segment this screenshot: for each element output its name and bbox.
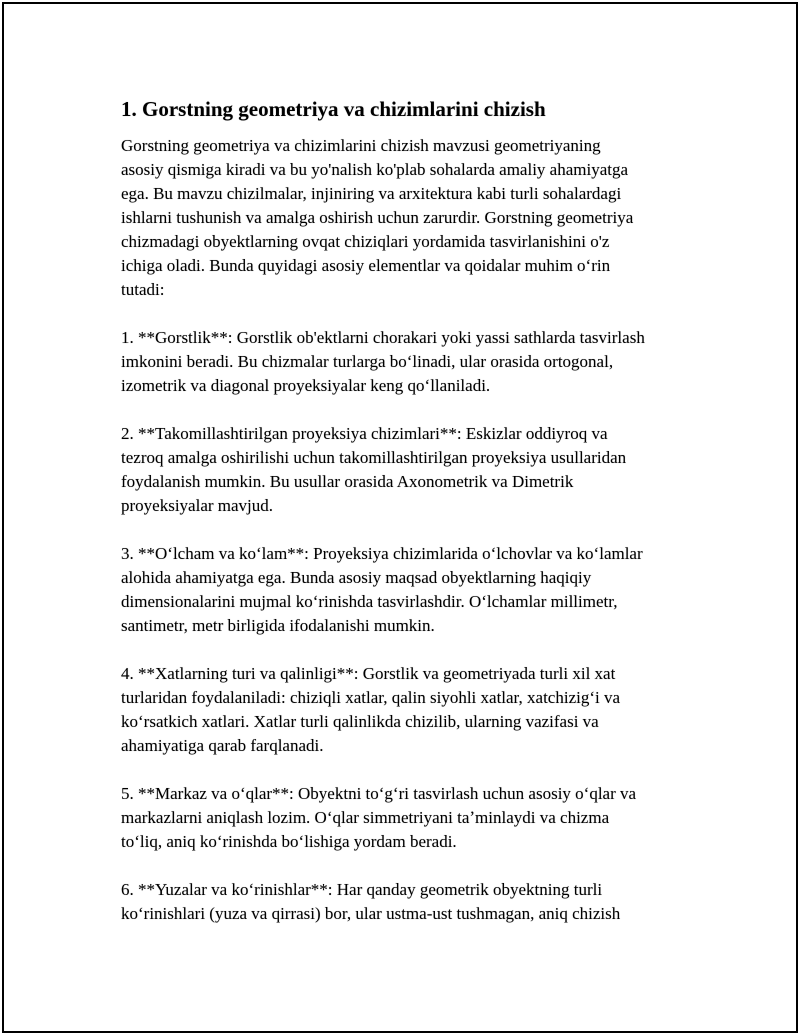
list-item-yuzalar: 6. **Yuzalar va koʻrinishlar**: Har qanday geometrik obyektning turli koʻrinishlari (yuza va qirrasi) bor, ular ustma-ust tushmagan, aniq chizish [121, 880, 621, 923]
list-item-takomillashtirilgan: 2. **Takomillashtirilgan proyeksiya chizimlari**: Eskizlar oddiyroq va tezroq amalga oshirilishi uchun takomillashtirilgan proyeksiya usullaridan foydalanish mumkin. Bu usullar orasida Axonometrik va Dimetrik proyeksiyalar mavjud. [121, 424, 627, 515]
section-title: 1. Gorstning geometriya va chizimlarini chizish [121, 97, 546, 121]
list-item-markaz: 5. **Markaz va oʻqlar**: Obyektni toʻgʻri tasvirlash uchun asosiy oʻqlar va markazlarni aniqlash lozim. Oʻqlar simmetriyani taʼminlaydi va chizma toʻliq, aniq koʻrinishda boʻlishiga yordam beradi. [121, 784, 637, 851]
list-item-gorstlik: 1. **Gorstlik**: Gorstlik ob'ektlarni chorakari yoki yassi sathlarda tasvirlash imkonini beradi. Bu chizmalar turlarga boʻlinadi, ular orasida ortogonal, izometrik va diagonal proyeksiyalar keng qoʻllaniladi. [121, 328, 645, 395]
page-frame [2, 2, 798, 1033]
intro-paragraph: Gorstning geometriya va chizimlarini chizish mavzusi geometriyaning asosiy qismiga kiradi va bu yo'nalish ko'plab sohalarda amaliy ahamiyatga ega. Bu mavzu chizilmalar, injiniring va arxitektura kabi turli sohalardagi ishlarni tushunish va amalga oshirish uchun zarurdir. Gorstning geometriya chizmadagi obyektlarning ovqat chiziqlari yordamida tasvirlanishini o'z ichiga oladi. Bunda quyidagi asosiy elementlar va qoidalar muhim oʻrin tutadi: [121, 136, 634, 299]
list-item-olcham: 3. **Oʻlcham va koʻlam**: Proyeksiya chizimlarida oʻlchovlar va koʻlamlar alohida ahamiyatga ega. Bunda asosiy maqsad obyektlarning haqiqiy dimensionalarini mujmal koʻrinishda tasvirlashdir. Oʻlchamlar millimetr, santimetr, metr birligida ifodalanishi mumkin. [121, 544, 643, 635]
document-body [121, 94, 701, 926]
list-item-xatlar: 4. **Xatlarning turi va qalinligi**: Gorstlik va geometriyada turli xil xat turlaridan foydalaniladi: chiziqli xatlar, qalin siyohli xatlar, xatchizigʻi va koʻrsatkich xatlari. Xatlar turli qalinlikda chizilib, ularning vazifasi va ahamiyatiga qarab farqlanadi. [121, 664, 621, 755]
